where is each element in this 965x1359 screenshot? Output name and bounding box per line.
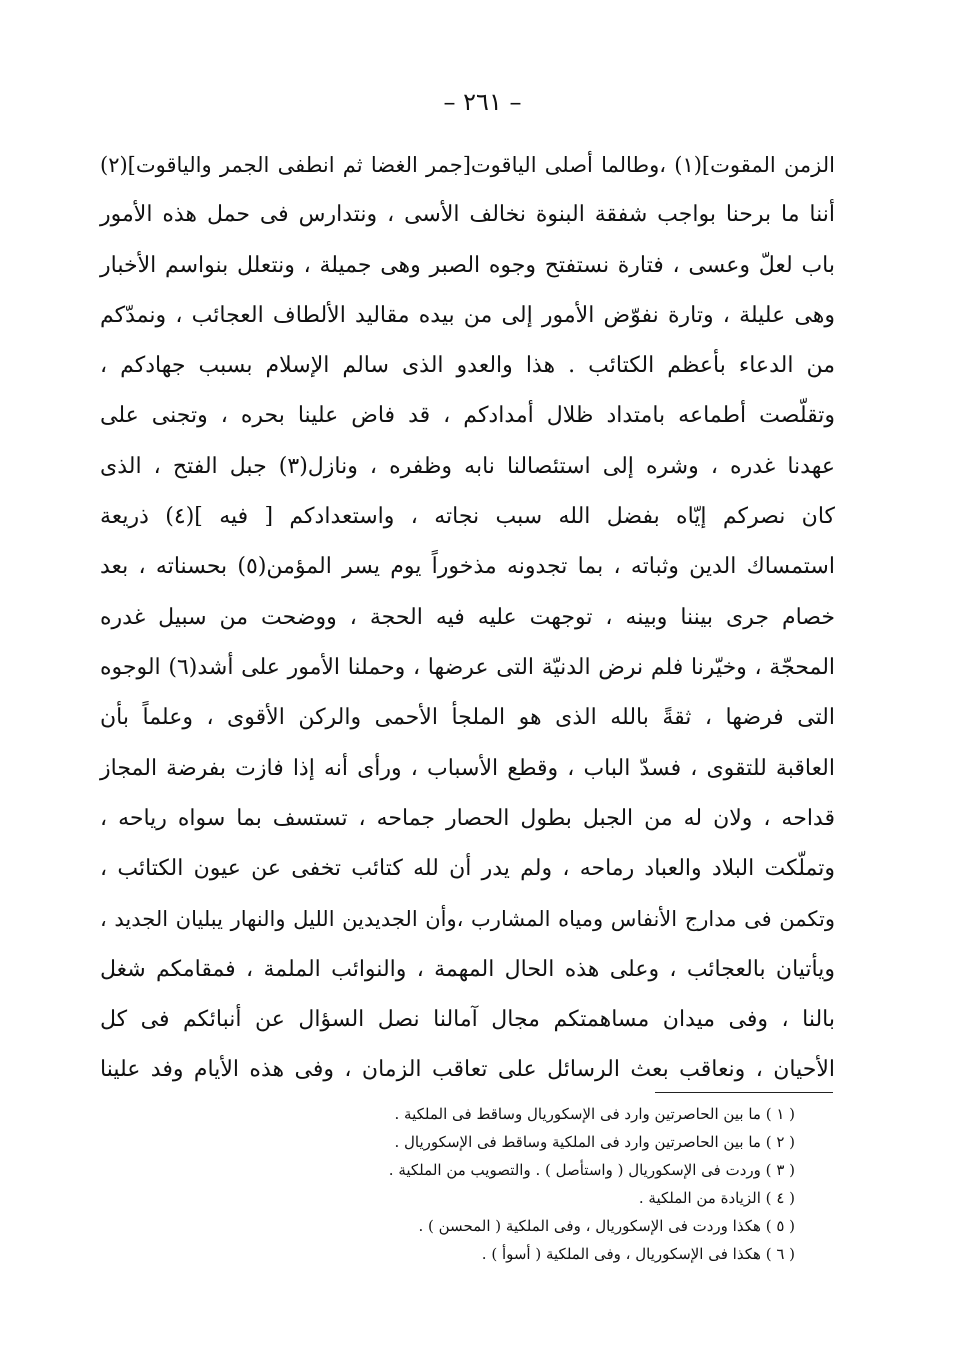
body-line: من الدعاء بأعظم الكتائب . هذا والعدو الذى سالم الإسلام بسبب جهادكم ، — [100, 353, 835, 379]
body-line: باب لعلّ وعسى ، فتارة نستفتح وجوه الصبر وهى جميلة ، ونتعلل بنواسم الأخبار — [100, 252, 835, 278]
footnote-5: ( ٥ ) هكذا وردت فى الإسكوريال ، وفى الملكية ( المحسن ) . — [418, 1217, 795, 1235]
body-line: وتكمن فى مدارج الأنفاس ومياه المشارب ،وأن الجديدين الليل والنهار يبليان الجديد ، — [100, 907, 835, 932]
body-line: خصام جرى بيننا وبينه ، توجهت عليه فيه الحجة ، ووضحت من سبيل غدره — [100, 604, 835, 630]
body-line: التى فرضها ، ثقةً بالله الذى هو الملجأ الأحمى والركن الأقوى ، وعلماً بأن — [100, 705, 835, 731]
body-line: عهدنا غدره ، وشره إلى استئصالنا نابه وظفره ، ونازل(٣) جبل الفتح ، الذى — [100, 453, 835, 479]
body-line: بالنا ، وفى ميدان مساهمتكم مجال آمالنا نصل السؤال عن أنبائكم فى كل — [100, 1007, 835, 1033]
footnote-divider — [655, 1092, 833, 1093]
body-line: المحجّة ، وخيّرنا فلم نرض الدنيّة التى عرضها ، وحملنا الأمور على أشد(٦) الوجوه — [100, 654, 836, 680]
body-line: قداحه ، ولان له من الجبل بطول الحصار جماحه ، تستسف بما سواه رياحه ، — [100, 805, 835, 831]
footnote-4: ( ٤ ) الزيادة من الملكية . — [638, 1189, 795, 1207]
body-line: وتملّكت البلاد والعباد رماحه ، ولم يدر أن لله كتائب تخفى عن عيون الكتائب ، — [100, 856, 835, 882]
body-line: وتقلّصت أطماعه بامتداد ظلال أمدادكم ، قد فاض علينا بحره ، وتجنى على — [100, 403, 835, 429]
body-line: أننا ما برحنا بواجب شفقة البنوة نخالف الأسى ، ونتدارس فى حمل هذه الأمور — [100, 202, 836, 228]
body-line: الأحيان ، ونعاقب بعث الرسائل على تعاقب الزمان ، وفى هذه الأيام وفد علينا — [100, 1057, 835, 1083]
footnote-2: ( ٢ ) ما بين الحاصرتين وارد فى الملكية وساقط فى الإسكوريال . — [394, 1133, 795, 1151]
body-line: استمساك الدين وثباته ، بما تجدونه مذخوراً يوم يسر المؤمن(٥) بحسناته ، بعد — [100, 554, 835, 580]
body-text — [100, 140, 835, 1096]
body-line: الزمن المقوت](١) ،وطالما أصلى الياقوت[جمر الغضا ثم انطفى الجمر والياقوت](٢) — [100, 153, 835, 177]
body-line: كان نصركم إيّاه بفضل الله سبب نجاته ، واستعدادكم [ فيه ](٤) ذريعة — [100, 504, 835, 530]
footnote-1: ( ١ ) ما بين الحاصرتين وارد فى الإسكوريال وساقط فى الملكية . — [394, 1105, 795, 1123]
footnote-6: ( ٦ ) هكذا فى الإسكوريال ، وفى الملكية ( أسوأ ) . — [481, 1245, 795, 1263]
footnotes — [200, 1100, 795, 1268]
body-line: ويأتيان بالعجائب ، وعلى هذه الحال المهمة ، والنوائب الملمة ، فمقامكم شغل — [100, 956, 835, 982]
body-line: وهى عليلة ، وتارة نفوّض الأمور إلى من بيده مقاليد الألطاف العجائب ، ونمدّكم — [100, 302, 835, 328]
page-number: – ٢٦١ – — [443, 88, 522, 116]
body-line: العاقبة للتقوى ، فسدّ الباب ، وقطع الأسباب ، ورأى أنه إذا فازت بفرضة المجاز — [100, 755, 835, 781]
footnote-3: ( ٣ ) وردت فى الإسكوريال ( واستأصل ) . والتصويب من الملكية . — [388, 1161, 795, 1179]
